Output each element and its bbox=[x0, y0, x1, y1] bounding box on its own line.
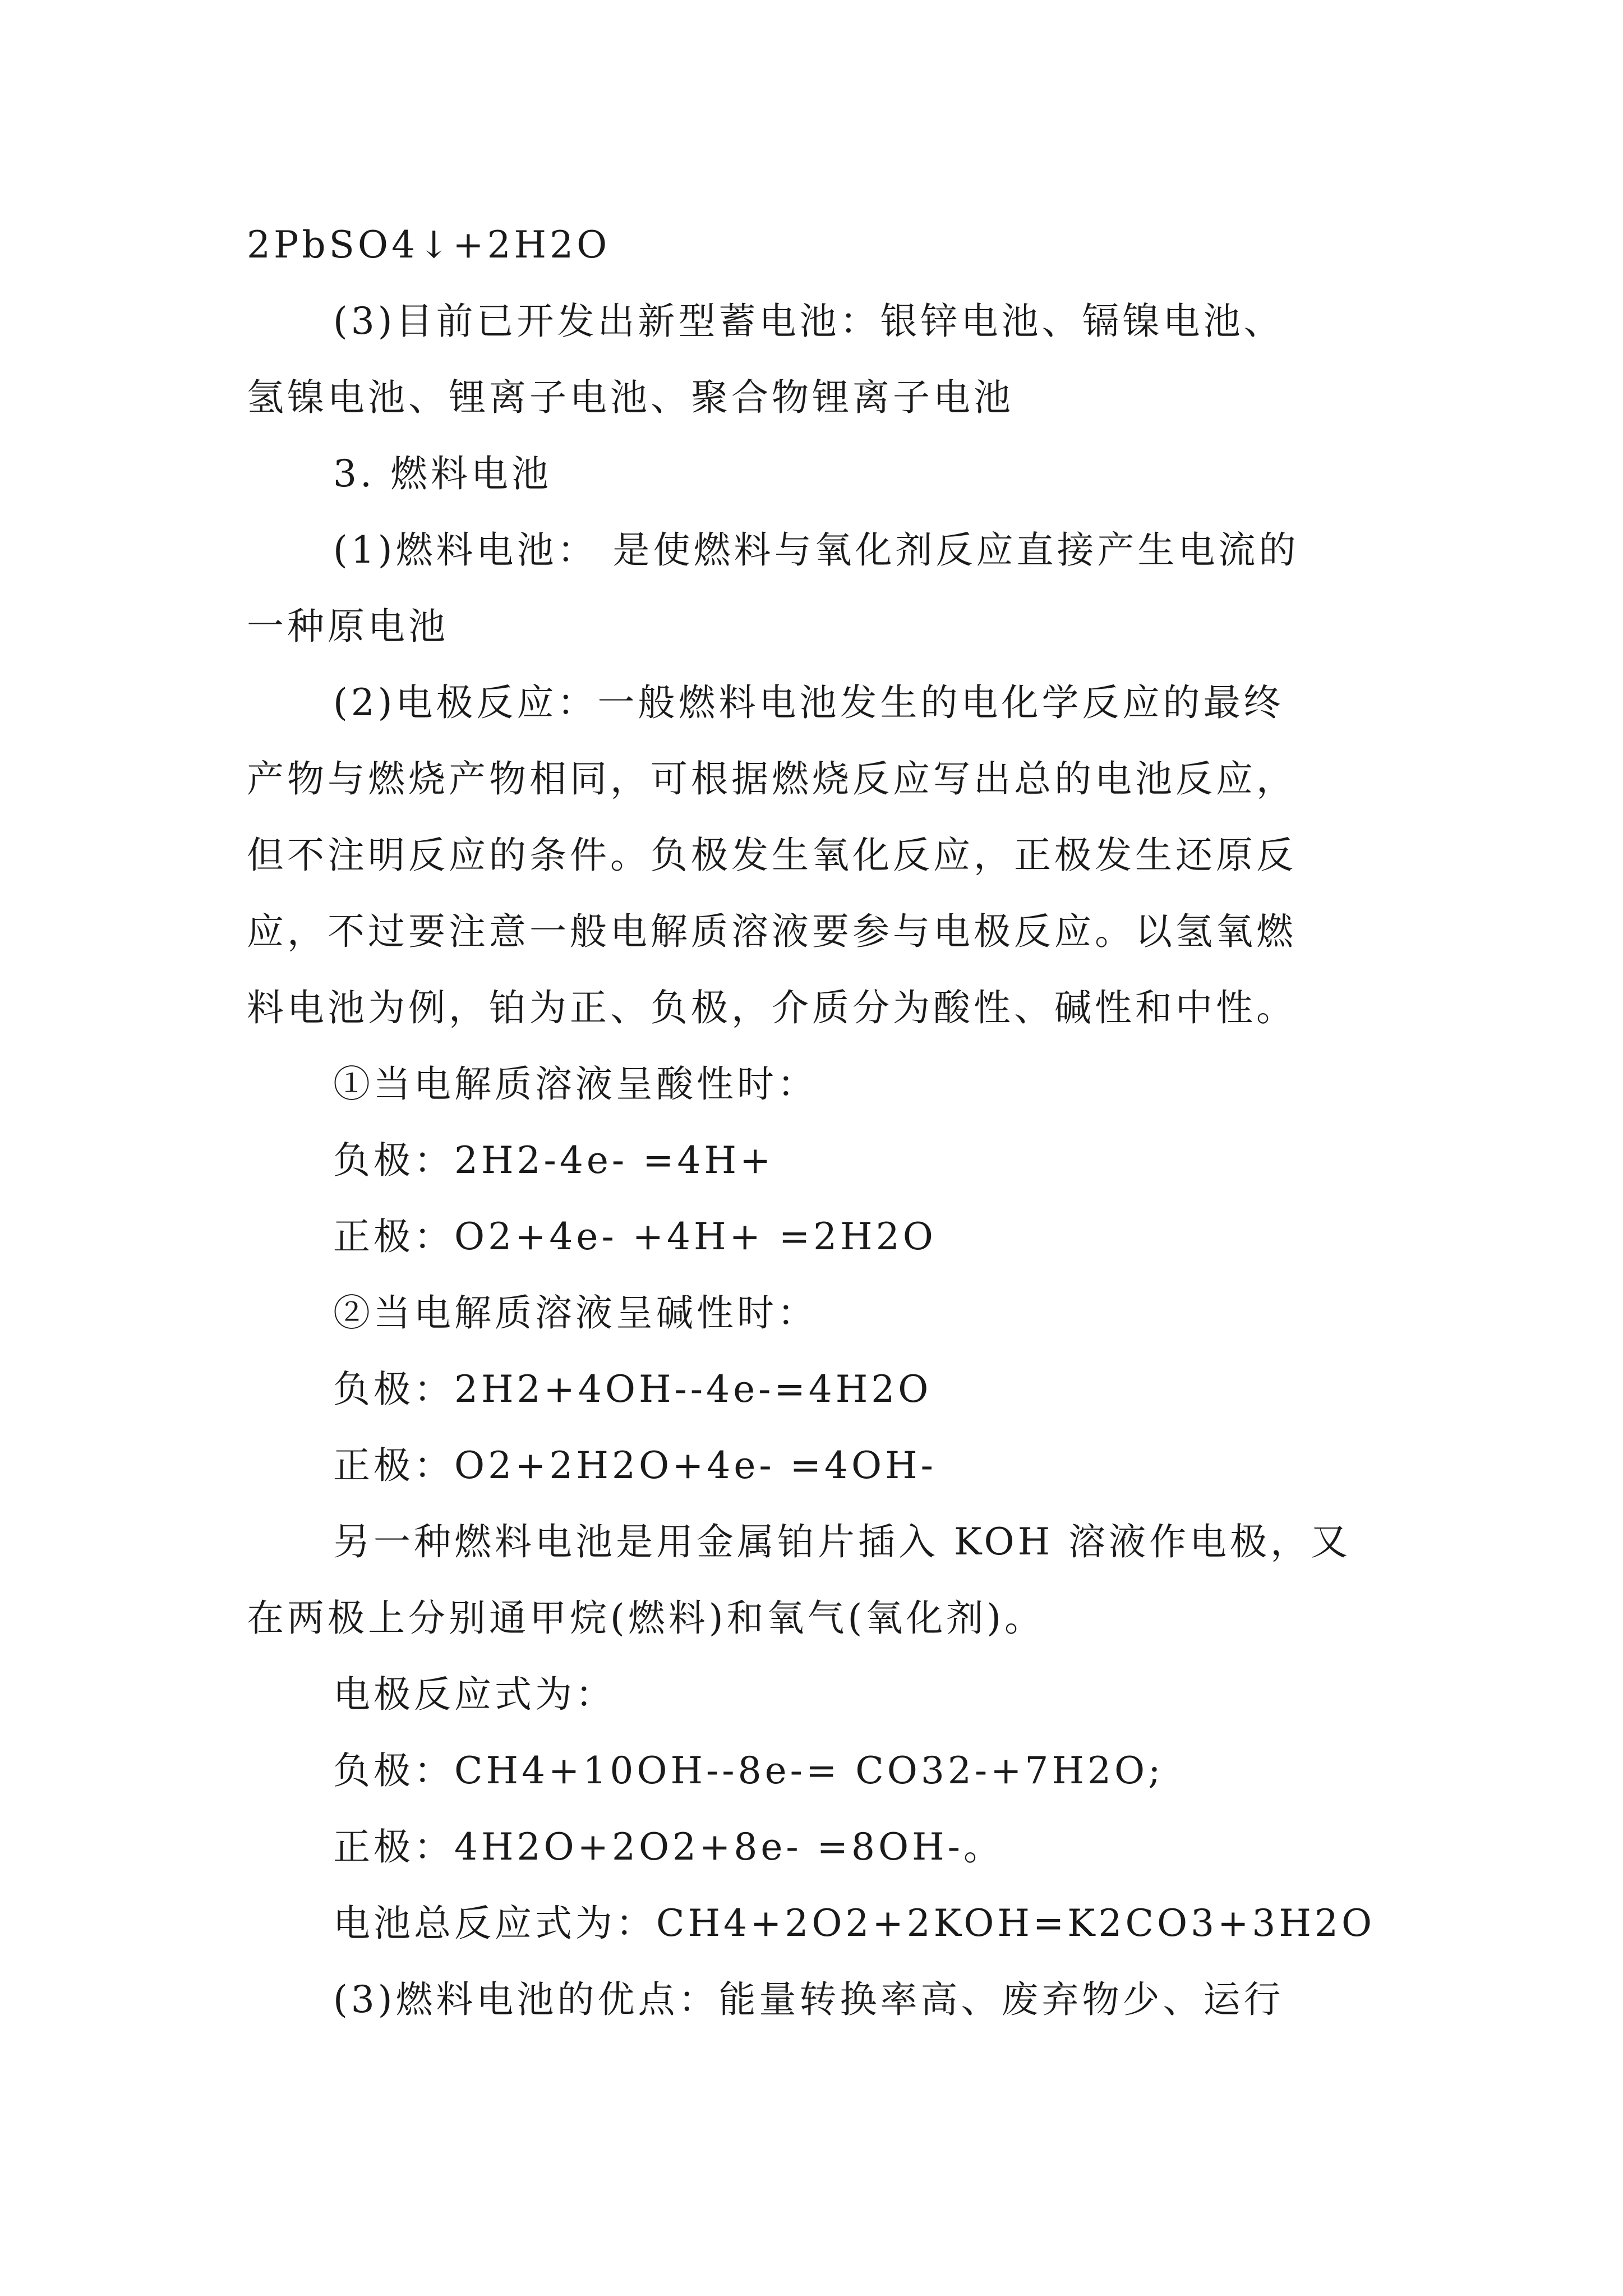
equation-line: 正极：O2+2H2O+4e- =4OH- bbox=[333, 1444, 937, 1487]
equation-line: 电池总反应式为：CH4+2O2+2KOH=K2CO3+3H2O bbox=[333, 1902, 1376, 1945]
text-line: 氢镍电池、锂离子电池、聚合物锂离子电池 bbox=[247, 376, 1014, 419]
equation-line: 负极：2H2-4e- =4H+ bbox=[333, 1139, 774, 1182]
text-line: 另一种燃料电池是用金属铂片插入 KOH 溶液作电极，又 bbox=[333, 1520, 1352, 1563]
text-line: (2)电极反应：一般燃料电池发生的电化学反应的最终 bbox=[333, 681, 1284, 724]
text-line: 但不注明反应的条件。负极发生氧化反应，正极发生还原反 bbox=[247, 834, 1297, 877]
equation-line: 正极：4H2O+2O2+8e- =8OH-。 bbox=[333, 1825, 1004, 1869]
text-line: ①当电解质溶液呈酸性时： bbox=[333, 1062, 818, 1106]
text-line: 产物与燃烧产物相同，可根据燃烧反应写出总的电池反应， bbox=[247, 757, 1297, 800]
text-line: 在两极上分别通甲烷(燃料)和氧气(氧化剂)。 bbox=[247, 1596, 1045, 1640]
text-line: ②当电解质溶液呈碱性时： bbox=[333, 1291, 818, 1335]
equation-line: 负极：2H2+4OH--4e-=4H2O bbox=[333, 1368, 932, 1411]
text-line: 应，不过要注意一般电解质溶液要参与电极反应。以氢氧燃 bbox=[247, 910, 1297, 953]
section-heading: 3. 燃料电池 bbox=[333, 452, 552, 495]
text-line: 电极反应式为： bbox=[333, 1673, 616, 1716]
text-line: (3)燃料电池的优点：能量转换率高、废弃物少、运行 bbox=[333, 1978, 1284, 2021]
text-line: (3)目前已开发出新型蓄电池：银锌电池、镉镍电池、 bbox=[333, 300, 1284, 343]
text-line: 一种原电池 bbox=[247, 605, 449, 648]
equation-line: 负极：CH4+10OH--8e-= CO32-+7H2O; bbox=[333, 1749, 1164, 1792]
text-line: 料电池为例，铂为正、负极，介质分为酸性、碱性和中性。 bbox=[247, 986, 1297, 1029]
equation-line: 正极：O2+4e- +4H+ =2H2O bbox=[333, 1215, 937, 1258]
text-line: (1)燃料电池： 是使燃料与氧化剂反应直接产生电流的 bbox=[333, 528, 1299, 572]
text-line: 2PbSO4↓+2H2O bbox=[247, 223, 611, 266]
